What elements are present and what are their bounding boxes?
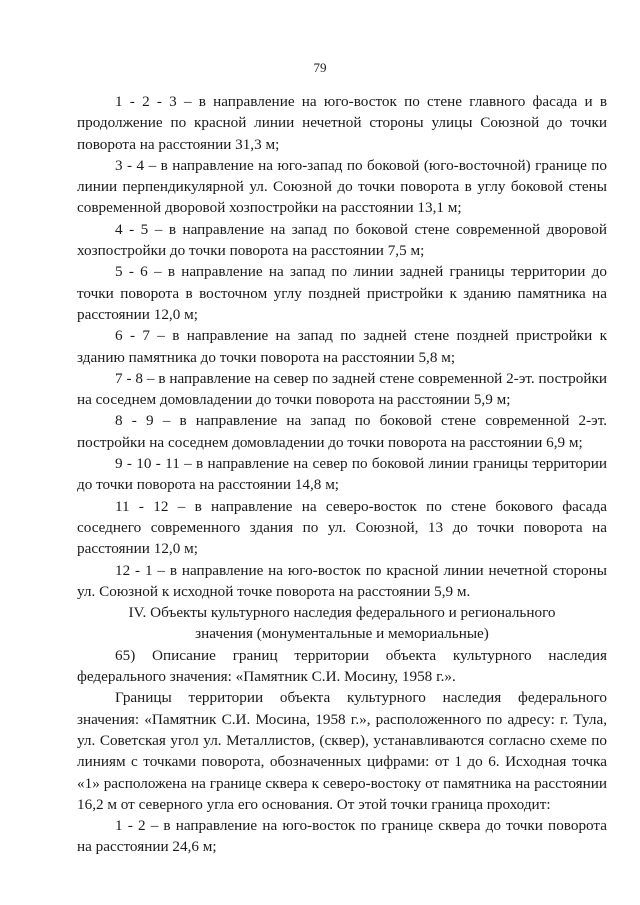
section-heading-line: значения (монументальные и мемориальные): [195, 625, 489, 643]
paragraph: 1 - 2 – в направление на юго-восток по границе сквера до точки поворота на расстоянии 24,6 м;: [77, 817, 607, 856]
paragraph: 4 - 5 – в направление на запад по боковой стене современной дворовой хозпостройки до точки поворота на расстоянии 7,5 м;: [77, 220, 607, 260]
document-body: [77, 91, 607, 858]
paragraph: 5 - 6 – в направление на запад по линии задней границы территории до точки поворота в восточном углу поздней пристройки к зданию памятника на расстоянии 12,0 м;: [77, 263, 607, 323]
paragraph: 11 - 12 – в направление на северо-восток по стене бокового фасада соседнего современного здания по ул. Союзной, 13 до точки поворота на расстоянии 12,0 м;: [77, 497, 607, 558]
paragraph: 7 - 8 – в направление на север по задней стене современной 2-эт. постройки на соседнем домовладении до точки поворота на расстоянии 5,9 м;: [77, 369, 607, 409]
paragraph: Границы территории объекта культурного наследия федерального значения: «Памятник С.И. Мосина, 1958 г.», расположенного по адресу: г. Тула, ул. Советская угол ул. Металлистов, (сквер), устанавливаются согласно схеме по линиям с точками поворота, обозначенных цифрами: от 1 до 6. Исходная точка «1» расположена на границе сквера к северо-востоку от памятника на расстоянии 16,2 м от северного угла его основания. От этой точки граница проходит:: [77, 689, 607, 813]
paragraph: 8 - 9 – в направление на запад по боковой стене современной 2-эт. постройки на соседнем домовладении до точки поворота на расстоянии 6,9 м;: [77, 412, 607, 451]
paragraph: 6 - 7 – в направление на запад по задней стене поздней пристройки к зданию памятника до точки поворота на расстоянии 5,8 м;: [77, 327, 607, 366]
section-heading-line: IV. Объекты культурного наследия федерального и регионального: [128, 604, 556, 622]
paragraph: 1 - 2 - 3 – в направление на юго-восток по стене главного фасада и в продолжение по красной линии нечетной стороны улицы Союзной до точки поворота на расстоянии 31,3 м;: [77, 93, 607, 153]
paragraph: 12 - 1 – в направление на юго-восток по красной линии нечетной стороны ул. Союзной к исходной точке поворота на расстоянии 5,9 м.: [77, 561, 607, 600]
paragraph: 3 - 4 – в направление на юго-запад по боковой (юго-восточной) границе по линии перпендикулярной ул. Союзной до точки поворота в углу боковой стены современной дворовой хозпостройки на расстоянии 13,1 м;: [77, 156, 607, 217]
paragraph: 65) Описание границ территории объекта культурного наследия федерального значения: «Памятник С.И. Мосину, 1958 г.».: [77, 646, 607, 686]
paragraph: 9 - 10 - 11 – в направление на север по боковой линии границы территории до точки поворота на расстоянии 14,8 м;: [77, 455, 607, 494]
section-heading: [77, 602, 607, 645]
page-number: 79: [313, 60, 327, 75]
